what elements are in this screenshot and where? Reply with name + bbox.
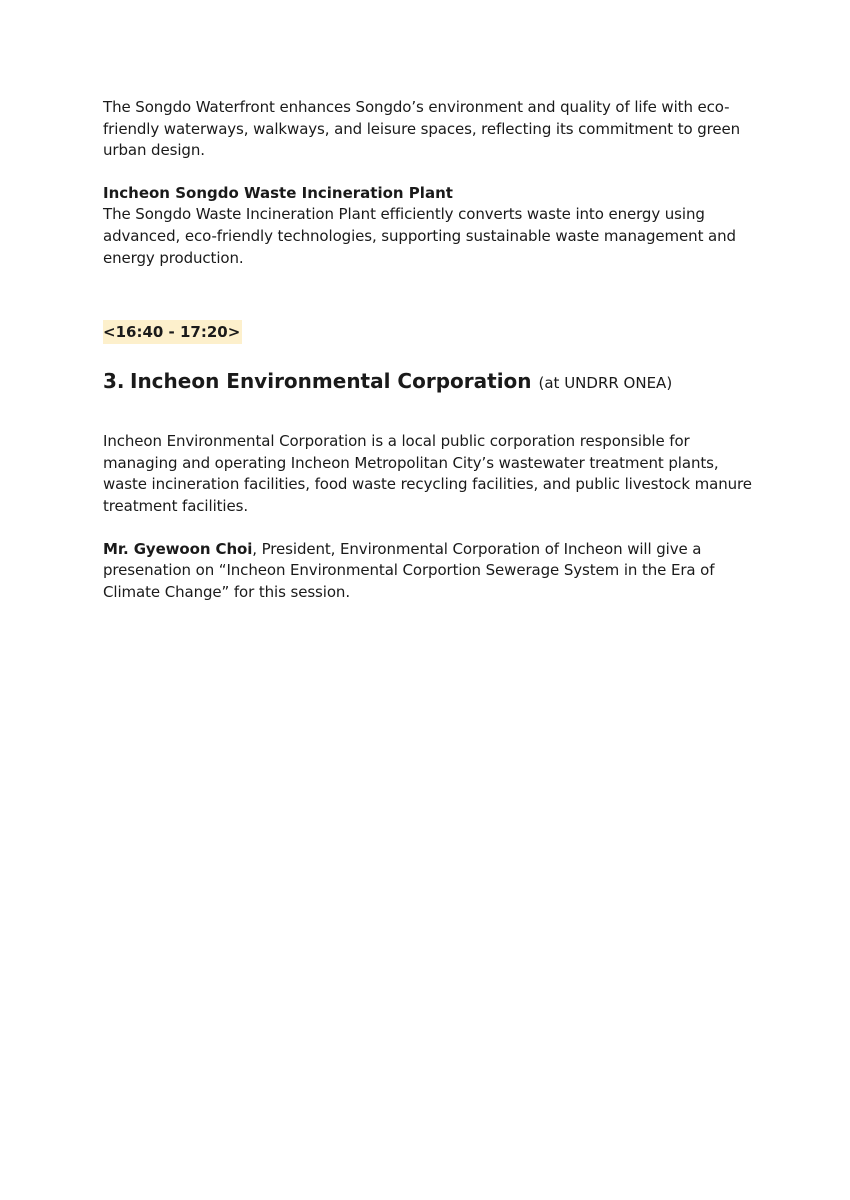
corporation-paragraph: Incheon Environmental Corporation is a local public corporation responsible for managing and operating Incheon Metropolitan City’s wastewater treatment plants, waste incineration facilities, food waste recycling facilities, and public livestock manure treatment facilities. bbox=[103, 432, 752, 515]
waterfront-paragraph: The Songdo Waterfront enhances Songdo’s environment and quality of life with eco-friendly waterways, walkways, and leisure spaces, reflecting its commitment to green urban design. bbox=[103, 98, 741, 160]
section-number: 3. bbox=[103, 369, 125, 394]
session-time-badge: <16:40 - 17:20> bbox=[103, 320, 242, 344]
document-page bbox=[103, 97, 753, 603]
section-location: (at UNDRR ONEA) bbox=[538, 374, 673, 393]
section-title: Incheon Environmental Corporation bbox=[130, 369, 532, 394]
section-heading bbox=[103, 366, 753, 398]
plant-paragraph: The Songdo Waste Incineration Plant efficiently converts waste into energy using advanced, eco-friendly technologies, supporting sustainable waste management and energy production. bbox=[103, 205, 736, 267]
speaker-name: Mr. Gyewoon Choi bbox=[103, 539, 253, 558]
speaker-details: , President, Environmental Corporation of Incheon will give a presenation on “Incheon Environmental Corportion Sewerage System in the Era of Climate Change” for this session. bbox=[103, 539, 715, 601]
session-time-row bbox=[103, 320, 753, 344]
plant-heading: Incheon Songdo Waste Incineration Plant bbox=[103, 183, 453, 202]
speaker-paragraph bbox=[103, 539, 753, 604]
